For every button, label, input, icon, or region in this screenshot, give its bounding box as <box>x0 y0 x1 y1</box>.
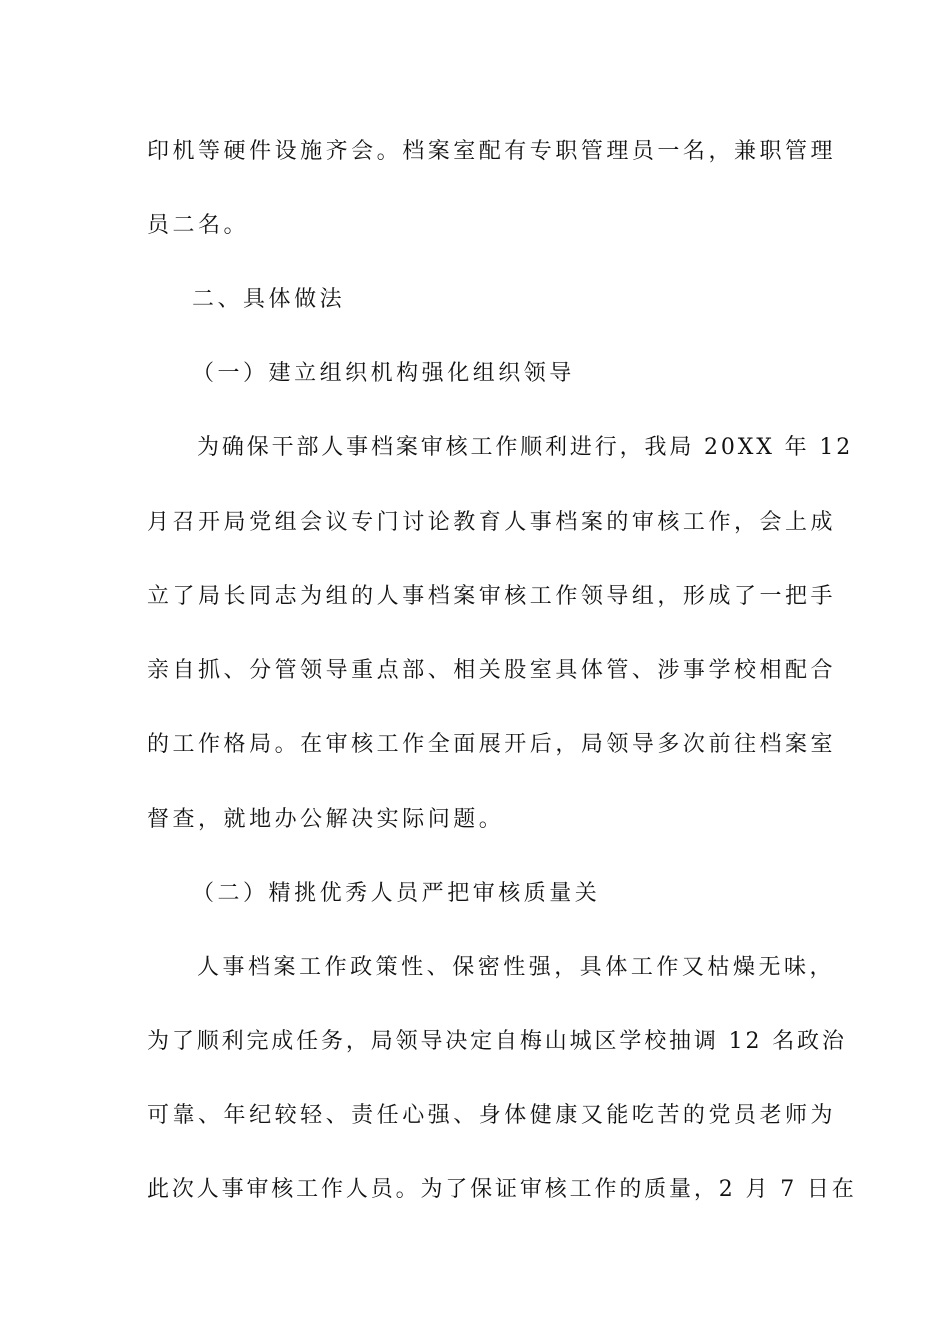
paragraph-line: 月召开局党组会议专门讨论教育人事档案的审核工作，会上成 <box>147 510 837 535</box>
paragraph-line: 的工作格局。在审核工作全面展开后，局领导多次前往档案室 <box>147 732 837 757</box>
paragraph-line: 立了局长同志为组的人事档案审核工作领导组，形成了一把手 <box>147 584 837 609</box>
paragraph-line: 为了顺利完成任务，局领导决定自梅山城区学校抽调 12 名政治 <box>147 1029 847 1054</box>
paragraph-line: 可靠、年纪较轻、责任心强、身体健康又能吃苦的党员老师为 <box>147 1103 837 1128</box>
paragraph-line: 印机等硬件设施齐会。档案室配有专职管理员一名，兼职管理 <box>147 139 837 164</box>
section-heading: 二、具体做法 <box>192 287 346 312</box>
paragraph-line: 督查，就地办公解决实际问题。 <box>147 807 505 832</box>
paragraph-line: 此次人事审核工作人员。为了保证审核工作的质量，2 月 7 日在 <box>147 1177 857 1202</box>
subsection-heading: （一）建立组织机构强化组织领导 <box>192 361 575 386</box>
subsection-heading: （二）精挑优秀人员严把审核质量关 <box>192 881 601 906</box>
paragraph-line: 亲自抓、分管领导重点部、相关股室具体管、涉事学校相配合 <box>147 658 837 683</box>
paragraph-line: 为确保干部人事档案审核工作顺利进行，我局 20XX 年 12 <box>197 435 854 460</box>
paragraph-line: 人事档案工作政策性、保密性强，具体工作又枯燥无味， <box>197 955 836 980</box>
paragraph-line: 员二名。 <box>147 213 250 238</box>
